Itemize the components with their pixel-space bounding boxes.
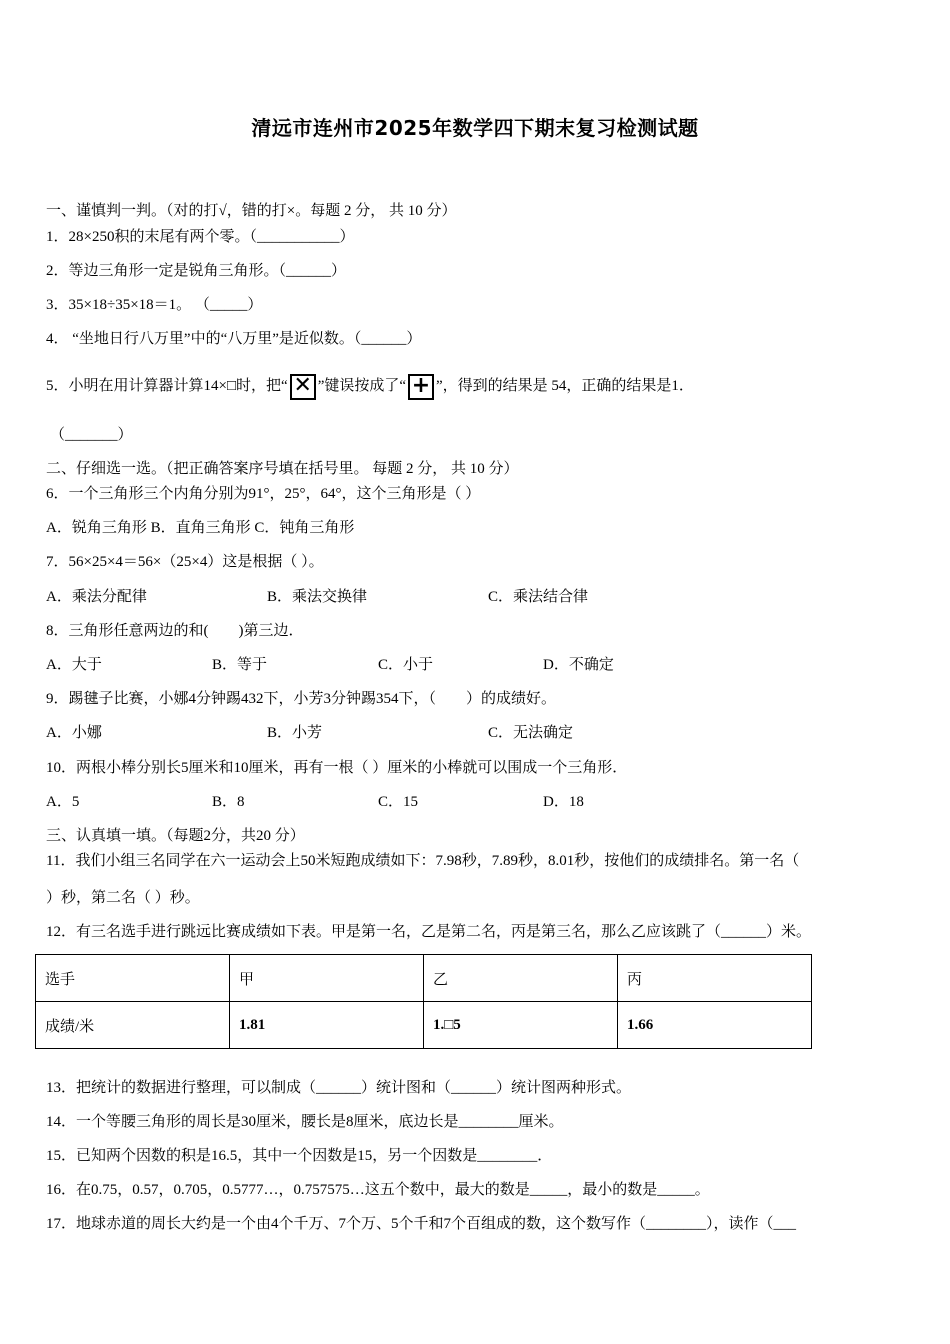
section2-heading: 二、仔细选一选。（把正确答案序号填在括号里。 每题 2 分， 共 10 分） [46, 461, 519, 477]
section1-heading: 一、谨慎判一判。（对的打√，错的打×。每题 2 分， 共 10 分） [46, 203, 457, 219]
question-8-option-b: B．等于 [212, 657, 268, 673]
plus-key-label: + [411, 372, 431, 398]
question-2: 2．等边三角形一定是锐角三角形。（______） [46, 263, 347, 279]
question-9-option-a: A．小娜 [46, 725, 102, 741]
table-cell: 1.□5 [424, 1002, 618, 1049]
question-8-option-a: A．大于 [46, 657, 102, 673]
question-9: 9．踢毽子比赛，小娜4分钟踢432下，小芳3分钟踢354下，（ ）的成绩好。 [46, 691, 557, 707]
question-6: 6．一个三角形三个内角分别为91°，25°，64°，这个三角形是（ ） [46, 486, 481, 502]
multiply-key-icon [290, 374, 316, 400]
question-11-line-2: ）秒，第二名（ ）秒。 [46, 890, 200, 906]
question-7-option-a: A．乘法分配律 [46, 589, 147, 605]
question-5-text-2: ”键误按成了“ [317, 378, 407, 394]
question-10-option-c: C．15 [378, 794, 419, 810]
question-12: 12．有三名选手进行跳远比赛成绩如下表。甲是第一名，乙是第二名，丙是第三名，那么乙应该跳了（______）米。 [46, 924, 812, 940]
question-17: 17．地球赤道的周长大约是一个由4个千万、7个万、5个千和7个百组成的数，这个数写作（________），读作（___ [46, 1216, 797, 1232]
question-5 [46, 372, 694, 400]
question-1: 1．28×250积的末尾有两个零。（___________） [46, 229, 355, 245]
table-cell: 1.66 [618, 1002, 812, 1049]
table-cell: 1.81 [230, 1002, 424, 1049]
table-header-cell: 乙 [424, 955, 618, 1002]
question-11-line-1: 11．我们小组三名同学在六一运动会上50米短跑成绩如下：7.98秒，7.89秒，8.01秒，按他们的成绩排名。第一名（ [46, 853, 800, 869]
table-cell: 成绩/米 [36, 1002, 230, 1049]
section3-heading: 三、认真填一填。（每题2分，共20 分） [46, 828, 305, 844]
question-10-option-b: B．8 [212, 794, 245, 810]
question-8-option-c: C．小于 [378, 657, 434, 673]
question-16: 16．在0.75，0.57，0.705，0.5777…，0.757575…这五个数中，最大的数是_____，最小的数是_____。 [46, 1182, 710, 1198]
question-13: 13．把统计的数据进行整理，可以制成（______）统计图和（______）统计图两种形式。 [46, 1080, 632, 1096]
question-9-option-c: C．无法确定 [488, 725, 574, 741]
long-jump-score-table [35, 954, 812, 1049]
question-8: 8．三角形任意两边的和( )第三边． [46, 623, 304, 639]
question-14: 14．一个等腰三角形的周长是30厘米，腰长是8厘米，底边长是________厘米。 [46, 1114, 564, 1130]
question-4: 4． “坐地日行八万里”中的“八万里”是近似数。（______） [46, 331, 422, 347]
question-7: 7．56×25×4＝56×（25×4）这是根据（ ）。 [46, 554, 324, 570]
question-8-option-d: D．不确定 [543, 657, 614, 673]
question-6-options: A．锐角三角形 B．直角三角形 C．钝角三角形 [46, 520, 355, 536]
table-header-cell: 选手 [36, 955, 230, 1002]
table-header-cell: 甲 [230, 955, 424, 1002]
question-5-text-1: 5．小明在用计算器计算14×□时，把“ [46, 378, 288, 394]
question-9-option-b: B．小芳 [267, 725, 323, 741]
table-row [36, 1002, 812, 1049]
question-10-option-d: D．18 [543, 794, 584, 810]
plus-key-icon [408, 374, 434, 400]
question-5-blank: （_______） [50, 427, 133, 443]
question-15: 15．已知两个因数的积是16.5，其中一个因数是15，另一个因数是________． [46, 1148, 553, 1164]
question-7-option-c: C．乘法结合律 [488, 589, 589, 605]
question-7-option-b: B．乘法交换律 [267, 589, 368, 605]
question-10: 10．两根小棒分别长5厘米和10厘米，再有一根（ ）厘米的小棒就可以围成一个三角形． [46, 760, 628, 776]
table-row [36, 955, 812, 1002]
page-title: 清远市连州市2025年数学四下期末复习检测试题 [251, 116, 699, 140]
table-header-cell: 丙 [618, 955, 812, 1002]
question-10-option-a: A．5 [46, 794, 80, 810]
question-3: 3．35×18÷35×18＝1。 （_____） [46, 297, 263, 313]
multiply-key-label: ✕ [293, 372, 312, 398]
question-5-text-3: ”，得到的结果是 54，正确的结果是1． [436, 378, 694, 394]
